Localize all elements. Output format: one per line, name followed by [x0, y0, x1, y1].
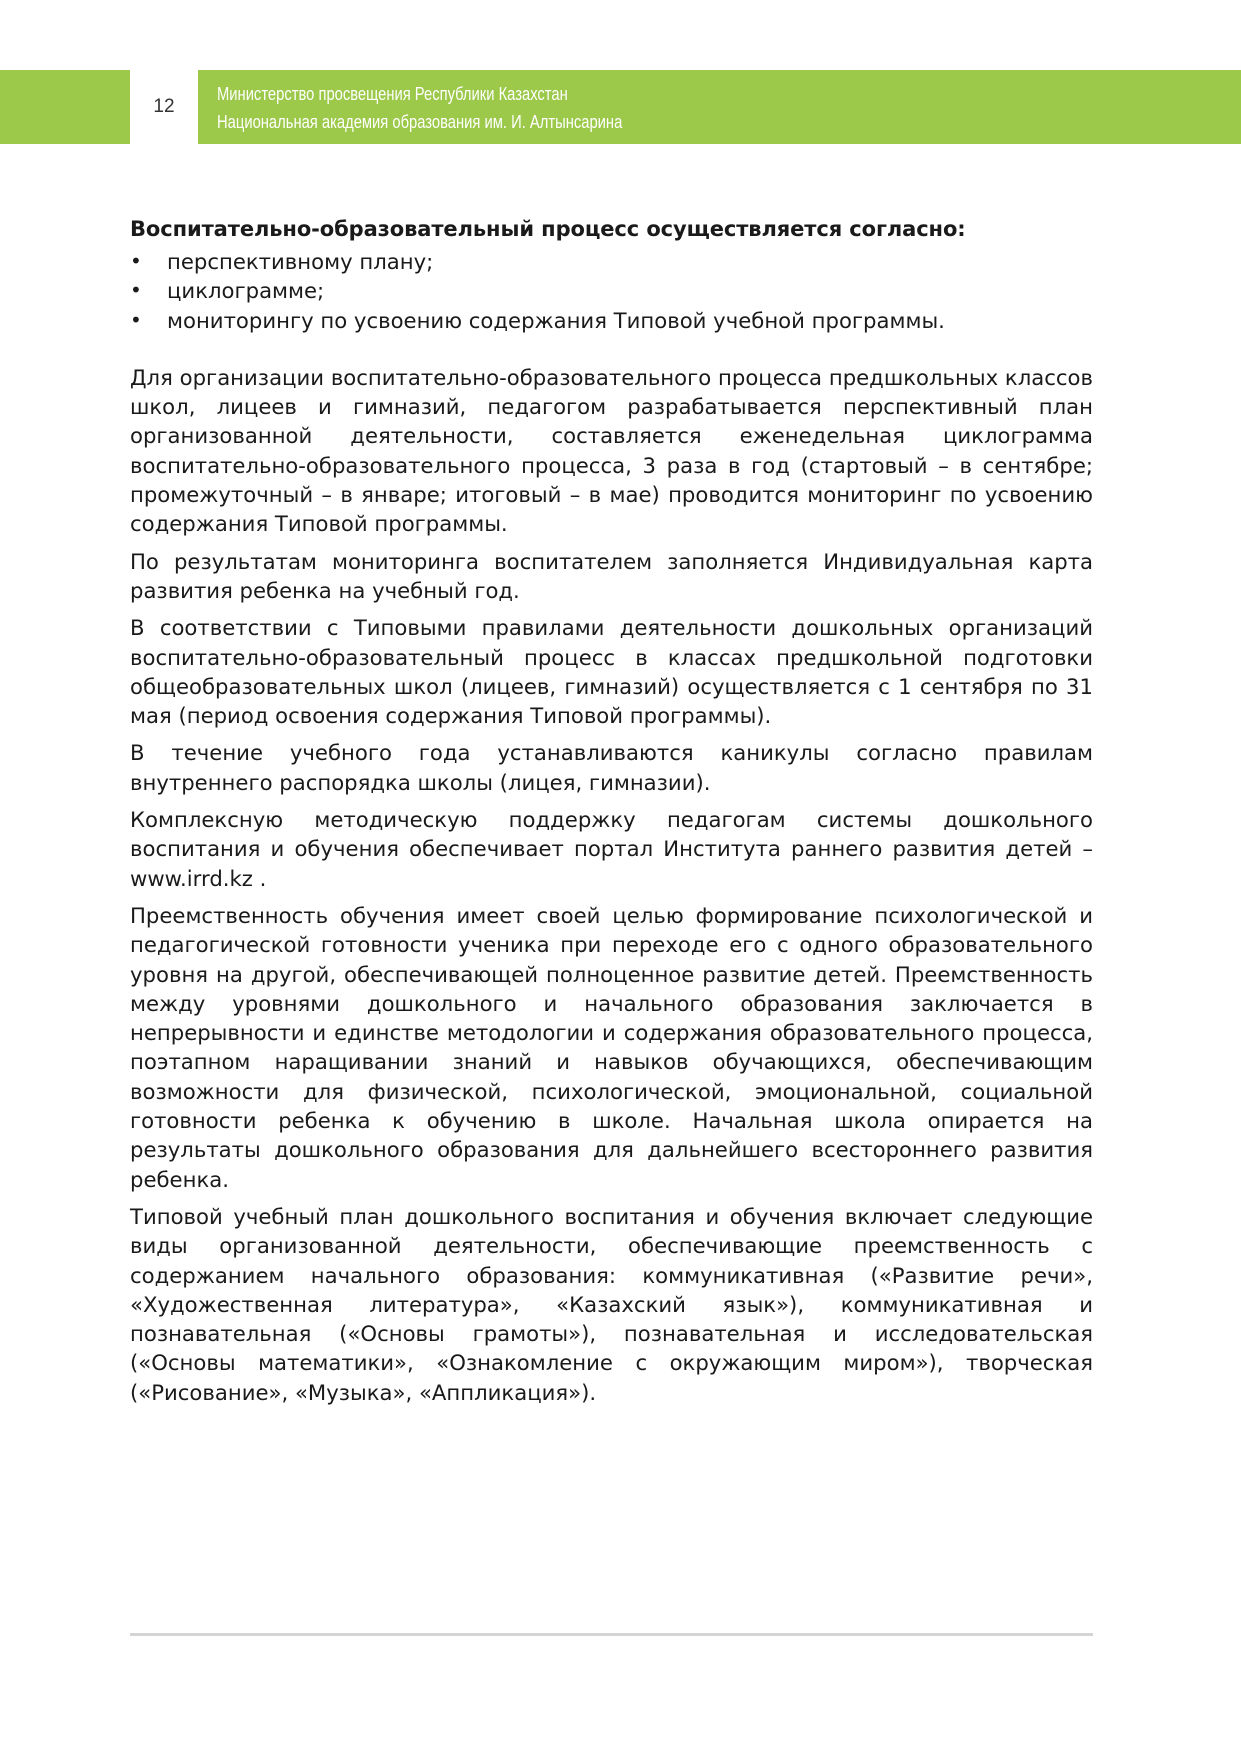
- paragraph: В течение учебного года устанавливаются каникулы согласно правилам внутреннего распорядка школы (лицея, гимназии).: [130, 740, 1093, 795]
- section-heading: Воспитательно-образовательный процесс осуществляется согласно:: [130, 217, 966, 241]
- footer-divider: [130, 1633, 1093, 1636]
- list-item: [130, 306, 1093, 335]
- paragraph: Для организации воспитательно-образовательного процесса предшкольных классов школ, лицеев и гимназий, педагогом разрабатывается перспективный план организованной деятельности, составляется еженедельная циклограмма воспитательно-образовательного процесса, 3 раза в год (стартовый – в сентябре; промежуточный – в январе; итоговый – в мае) проводится мониторинг по усвоению содержания Типовой программы.: [130, 364, 1093, 537]
- header-ministry: Министерство просвещения Республики Казахстан: [217, 84, 568, 104]
- list-item: [130, 276, 1093, 305]
- list-item-text: циклограмме;: [167, 278, 325, 304]
- list-item: [130, 247, 1093, 276]
- page-number: 12: [130, 70, 198, 144]
- bullet-list: [130, 247, 1093, 335]
- bullet-icon: •: [130, 307, 142, 332]
- bullet-icon: •: [130, 249, 142, 273]
- header-text: [217, 80, 622, 136]
- list-item-text: мониторингу по усвоению содержания Типовой учебной программы.: [167, 307, 945, 333]
- paragraph: Типовой учебный план дошкольного воспитания и обучения включает следующие виды организованной деятельности, обеспечивающие преемственность с содержанием начального образования: коммуникативная («Развитие речи», «Художественная литература», «Казахский язык»), коммуникативная и познавательная («Основы грамоты»), познавательная и исследовательская («Основы математики», «Ознакомление с окружающим миром»), творческая («Рисование», «Музыка», «Аппликация»).: [130, 1203, 1093, 1405]
- paragraph: В соответствии с Типовыми правилами деятельности дошкольных организаций воспитательно-образовательный процесс в классах предшкольной подготовки общеобразовательных школ (лицеев, гимназий) осуществляется с 1 сентября по 31 мая (период освоения содержания Типовой программы).: [130, 615, 1093, 729]
- paragraph: По результатам мониторинга воспитателем заполняется Индивидуальная карта развития ребенка на учебный год.: [130, 548, 1093, 603]
- header-academy: Национальная академия образования им. И. Алтынсарина: [217, 112, 623, 132]
- list-item-text: перспективному плану;: [167, 249, 434, 274]
- bullet-icon: •: [130, 278, 142, 303]
- paragraph: Преемственность обучения имеет своей целью формирование психологической и педагогической готовности ученика при переходе его с одного образовательного уровня на другой, обеспечивающей полноценное развитие детей. Преемственность между уровнями дошкольного и начального образования заключается в непрерывности и единстве методологии и содержания образовательного процесса, поэтапном наращивании знаний и навыков обучающихся, обеспечивающим возможности для физической, психологической, эмоциональной, социальной готовности ребенка к обучению в школе. Начальная школа опирается на результаты дошкольного образования для дальнейшего всестороннего развития ребенка.: [130, 902, 1093, 1192]
- document-body: [130, 215, 1093, 1415]
- paragraph: Комплексную методическую поддержку педагогам системы дошкольного воспитания и обучения обеспечивает портал Института раннего развития детей – www.irrd.kz .: [130, 807, 1093, 891]
